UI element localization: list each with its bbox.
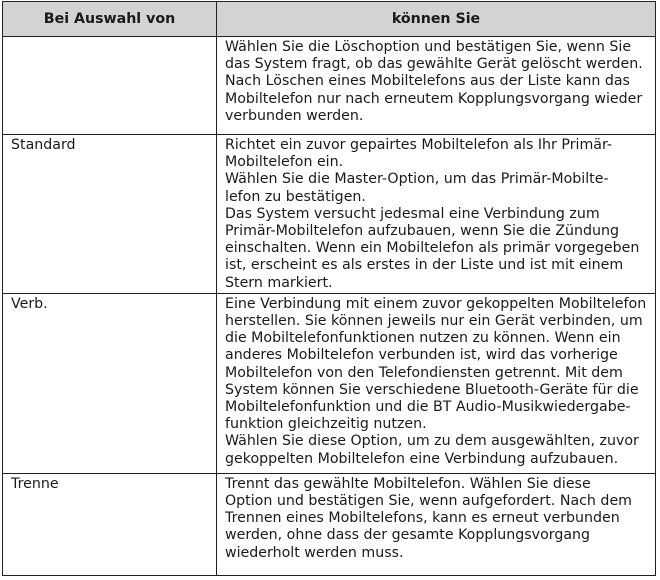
description-line: ist, erscheint es als erstes in der Liste und ist mit einem bbox=[225, 257, 624, 274]
description-line: einschalten. Wenn ein Mobiltelefon als primär vorgegeben bbox=[225, 240, 640, 257]
option-label bbox=[11, 37, 210, 39]
options-table bbox=[2, 1, 656, 576]
option-label: Standard bbox=[11, 137, 76, 153]
header-action: können Sie bbox=[217, 2, 656, 37]
option-label: Verb. bbox=[11, 295, 48, 312]
description-line: funktion gleichzeitig nutzen. bbox=[225, 416, 427, 433]
description-line: Mobiltelefon nur nach erneutem Kopplungsvorgang wieder bbox=[225, 90, 643, 107]
description-line: Nach Löschen eines Mobiltelefons aus der Liste kann das bbox=[225, 73, 630, 90]
description-line: gekoppelten Mobiltelefon eine Verbindung aufzubauen. bbox=[225, 450, 619, 467]
option-cell bbox=[3, 293, 217, 473]
description-line: Mobiltelefon von den Telefondiensten getrennt. Mit dem bbox=[225, 364, 623, 381]
description-line: Richtet ein zuvor gepairtes Mobiltelefon als Ihr Primär- bbox=[225, 137, 613, 153]
description-line: Mobiltelefonfunktion und die BT Audio-Musikwiedergabe- bbox=[225, 399, 631, 416]
description-line: Eine Verbindung mit einem zuvor gekoppelten Mobiltelefon bbox=[225, 295, 647, 312]
description-line: werden, ohne dass der gesamte Kopplungsvorgang bbox=[225, 527, 591, 544]
description-line: Wählen Sie diese Option, um zu dem ausgewählten, zuvor bbox=[225, 433, 639, 450]
description-cell bbox=[217, 473, 656, 575]
description-line: anderes Mobiltelefon verbunden ist, wird das vorherige bbox=[225, 347, 618, 364]
description-line: Das System versucht jedesmal eine Verbindung zum bbox=[225, 205, 600, 222]
description-line: Wählen Sie die Master-Option, um das Primär-Mobilte- bbox=[225, 171, 609, 188]
description-line: Stern markiert. bbox=[225, 274, 333, 291]
header-selection: Bei Auswahl von bbox=[3, 2, 217, 37]
description-line: wiederholt werden muss. bbox=[225, 544, 404, 561]
description-line: Primär-Mobiltelefon aufzubauen, wenn Sie die Zündung bbox=[225, 223, 620, 240]
option-label: Trenne bbox=[11, 475, 59, 492]
description-line: System können Sie verschiedene Bluetooth-Geräte für die bbox=[225, 381, 639, 398]
table-row bbox=[3, 135, 656, 294]
description-line: die Mobiltelefonfunktionen nutzen zu können. Wenn ein bbox=[225, 330, 621, 347]
table-row bbox=[3, 293, 656, 473]
option-cell bbox=[3, 135, 217, 294]
description-line: das System fragt, ob das gewählte Gerät gelöscht werden. bbox=[225, 56, 643, 73]
description-cell bbox=[217, 37, 656, 135]
option-cell bbox=[3, 37, 217, 135]
description-line: verbunden werden. bbox=[225, 107, 364, 124]
table-row bbox=[3, 473, 656, 575]
description-line: herstellen. Sie können jeweils nur ein Gerät verbinden, um bbox=[225, 313, 643, 330]
description-line: Mobiltelefon ein. bbox=[225, 154, 344, 171]
table-header-row bbox=[3, 2, 656, 37]
description-line: Trennen eines Mobiltelefons, kann es erneut verbunden bbox=[225, 510, 620, 527]
option-cell bbox=[3, 473, 217, 575]
description-cell bbox=[217, 293, 656, 473]
description-line: Wählen Sie die Löschoption und bestätigen Sie, wenn Sie bbox=[225, 39, 632, 55]
description-cell bbox=[217, 135, 656, 294]
description-line: lefon zu bestätigen. bbox=[225, 188, 366, 205]
table-row bbox=[3, 37, 656, 135]
description-line: Option und bestätigen Sie, wenn aufgefordert. Nach dem bbox=[225, 493, 632, 510]
description-line: Trennt das gewählte Mobiltelefon. Wählen Sie diese bbox=[225, 475, 591, 492]
